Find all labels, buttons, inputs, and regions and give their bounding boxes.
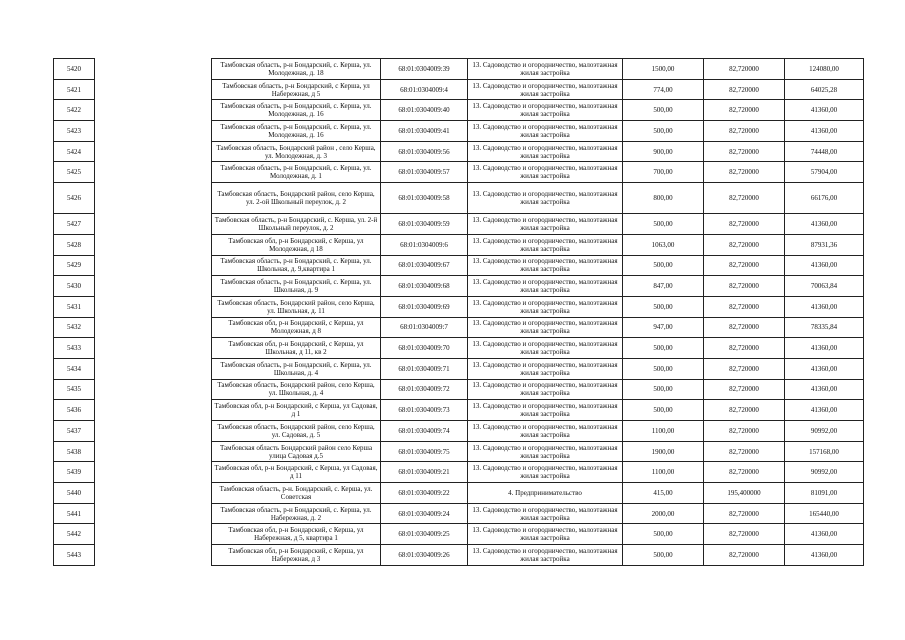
table-row (54, 524, 864, 545)
table-row (54, 59, 864, 80)
cadastral-value-cell: 41360,00 (785, 400, 864, 421)
area-cell: 1063,00 (623, 234, 704, 255)
rate-cell: 82,720000 (704, 441, 785, 462)
table-row (54, 183, 864, 214)
land-use-cell: 13. Садоводство и огородничество, малоэтажная жилая застройка (468, 358, 623, 379)
cadastral-value-cell: 66176,00 (785, 183, 864, 214)
address-cell: Тамбовская обл, р-н Бондарский, с Керша, ул Садовая, д 11 (212, 462, 381, 483)
cadastral-number-cell: 68:01:0304009:72 (381, 379, 468, 400)
table-row (54, 276, 864, 297)
area-cell: 700,00 (623, 162, 704, 183)
cadastral-value-cell: 124080,00 (785, 59, 864, 80)
cadastral-value-cell: 41360,00 (785, 545, 864, 566)
cadastral-value-cell: 41360,00 (785, 100, 864, 121)
rate-cell: 82,720000 (704, 214, 785, 235)
rate-cell: 82,720000 (704, 400, 785, 421)
table-row (54, 141, 864, 162)
area-cell: 500,00 (623, 255, 704, 276)
cadastral-number-cell: 68:01:0304009:67 (381, 255, 468, 276)
row-number-cell: 5435 (54, 379, 95, 400)
blank-cell (95, 503, 212, 524)
land-use-cell: 13. Садоводство и огородничество, малоэтажная жилая застройка (468, 462, 623, 483)
rate-cell: 195,400000 (704, 483, 785, 504)
blank-cell (95, 121, 212, 142)
rate-cell: 82,720000 (704, 296, 785, 317)
cadastral-value-cell: 87931,36 (785, 234, 864, 255)
rate-cell: 82,720000 (704, 317, 785, 338)
land-use-cell: 13. Садоводство и огородничество, малоэтажная жилая застройка (468, 121, 623, 142)
address-cell: Тамбовская область, р-н Бондарский, с. Керша, ул. Набережная, д. 2 (212, 503, 381, 524)
blank-cell (95, 524, 212, 545)
land-use-cell: 13. Садоводство и огородничество, малоэтажная жилая застройка (468, 503, 623, 524)
row-number-cell: 5428 (54, 234, 95, 255)
table-body (54, 59, 864, 566)
blank-cell (95, 421, 212, 442)
table-row (54, 379, 864, 400)
land-use-cell: 13. Садоводство и огородничество, малоэтажная жилая застройка (468, 524, 623, 545)
land-use-cell: 4. Предпринимательство (468, 483, 623, 504)
address-cell: Тамбовская область, Бондарский район, село Керша, ул. Садовая, д. 5 (212, 421, 381, 442)
rate-cell: 82,720000 (704, 503, 785, 524)
land-use-cell: 13. Садоводство и огородничество, малоэтажная жилая застройка (468, 276, 623, 297)
table-row (54, 214, 864, 235)
blank-cell (95, 545, 212, 566)
cadastral-value-cell: 90992,00 (785, 421, 864, 442)
land-use-cell: 13. Садоводство и огородничество, малоэтажная жилая застройка (468, 59, 623, 80)
rate-cell: 82,720000 (704, 338, 785, 359)
cadastral-value-cell: 64025,28 (785, 79, 864, 100)
row-number-cell: 5424 (54, 141, 95, 162)
area-cell: 500,00 (623, 545, 704, 566)
land-use-cell: 13. Садоводство и огородничество, малоэтажная жилая застройка (468, 183, 623, 214)
cadastral-number-cell: 68:01:0304009:6 (381, 234, 468, 255)
row-number-cell: 5422 (54, 100, 95, 121)
address-cell: Тамбовская область, Бондарский район, село Керша, ул. 2-ой Школьный переулок, д. 2 (212, 183, 381, 214)
area-cell: 1100,00 (623, 462, 704, 483)
address-cell: Тамбовская область, р-н Бондарский, с. Керша, ул. Молодежная, д. 16 (212, 121, 381, 142)
address-cell: Тамбовская область, р-н. Бондарский, с. Керша, ул. Советская (212, 483, 381, 504)
address-cell: Тамбовская область, р-н Бондарский, с Керша, ул Набережная, д 5 (212, 79, 381, 100)
cadastral-number-cell: 68:01:0304009:75 (381, 441, 468, 462)
rate-cell: 82,720000 (704, 545, 785, 566)
cadastral-value-cell: 41360,00 (785, 214, 864, 235)
cadastral-value-cell: 165440,00 (785, 503, 864, 524)
area-cell: 500,00 (623, 121, 704, 142)
address-cell: Тамбовская область Бондарский район село Керша улица Садовая д.5 (212, 441, 381, 462)
table-row (54, 441, 864, 462)
land-use-cell: 13. Садоводство и огородничество, малоэтажная жилая застройка (468, 379, 623, 400)
land-use-cell: 13. Садоводство и огородничество, малоэтажная жилая застройка (468, 400, 623, 421)
area-cell: 500,00 (623, 358, 704, 379)
address-cell: Тамбовская область, р-н Бондарский, с. Керша, ул. Молодежная, д. 1 (212, 162, 381, 183)
address-cell: Тамбовская обл, р-н Бондарский, с Керша, ул Набережная, д 5, квартира 1 (212, 524, 381, 545)
row-number-cell: 5434 (54, 358, 95, 379)
cadastral-number-cell: 68:01:0304009:25 (381, 524, 468, 545)
blank-cell (95, 276, 212, 297)
row-number-cell: 5438 (54, 441, 95, 462)
address-cell: Тамбовская область, р-н Бондарский, с. Керша, ул. Молодежная, д. 18 (212, 59, 381, 80)
land-use-cell: 13. Садоводство и огородничество, малоэтажная жилая застройка (468, 162, 623, 183)
blank-cell (95, 441, 212, 462)
blank-cell (95, 379, 212, 400)
cadastral-number-cell: 68:01:0304009:57 (381, 162, 468, 183)
row-number-cell: 5437 (54, 421, 95, 442)
land-use-cell: 13. Садоводство и огородничество, малоэтажная жилая застройка (468, 255, 623, 276)
address-cell: Тамбовская область, р-н Бондарский, с. Керша, ул. Школьная, д. 9 (212, 276, 381, 297)
table-row (54, 462, 864, 483)
cadastral-value-cell: 74448,00 (785, 141, 864, 162)
table-row (54, 358, 864, 379)
area-cell: 2000,00 (623, 503, 704, 524)
land-use-cell: 13. Садоводство и огородничество, малоэтажная жилая застройка (468, 545, 623, 566)
table-row (54, 421, 864, 442)
table-row (54, 79, 864, 100)
address-cell: Тамбовская область, Бондарский район, село Керша, ул. Школьная, д. 4 (212, 379, 381, 400)
land-use-cell: 13. Садоводство и огородничество, малоэтажная жилая застройка (468, 234, 623, 255)
row-number-cell: 5421 (54, 79, 95, 100)
table-row (54, 338, 864, 359)
row-number-cell: 5440 (54, 483, 95, 504)
cadastral-number-cell: 68:01:0304009:24 (381, 503, 468, 524)
row-number-cell: 5430 (54, 276, 95, 297)
rate-cell: 82,720000 (704, 276, 785, 297)
area-cell: 500,00 (623, 400, 704, 421)
cadastral-value-cell: 41360,00 (785, 121, 864, 142)
land-use-cell: 13. Садоводство и огородничество, малоэтажная жилая застройка (468, 441, 623, 462)
cadastral-number-cell: 68:01:0304009:39 (381, 59, 468, 80)
rate-cell: 82,720000 (704, 59, 785, 80)
rate-cell: 82,720000 (704, 141, 785, 162)
cadastral-value-cell: 90992,00 (785, 462, 864, 483)
table-row (54, 483, 864, 504)
cadastral-number-cell: 68:01:0304009:68 (381, 276, 468, 297)
table-row (54, 296, 864, 317)
row-number-cell: 5423 (54, 121, 95, 142)
cadastral-value-cell: 70063,84 (785, 276, 864, 297)
area-cell: 774,00 (623, 79, 704, 100)
blank-cell (95, 462, 212, 483)
address-cell: Тамбовская область, р-н Бондарский, с. Керша, ул. Молодежная, д. 16 (212, 100, 381, 121)
table-row (54, 234, 864, 255)
address-cell: Тамбовская область, Бондарский район, село Керша, ул. Школьная, д. 11 (212, 296, 381, 317)
address-cell: Тамбовская обл, р-н Бондарский, с Керша, ул Садовая, д 1 (212, 400, 381, 421)
row-number-cell: 5441 (54, 503, 95, 524)
blank-cell (95, 79, 212, 100)
rate-cell: 82,720000 (704, 183, 785, 214)
cadastral-number-cell: 68:01:0304009:70 (381, 338, 468, 359)
blank-cell (95, 358, 212, 379)
land-use-cell: 13. Садоводство и огородничество, малоэтажная жилая застройка (468, 338, 623, 359)
area-cell: 500,00 (623, 379, 704, 400)
row-number-cell: 5432 (54, 317, 95, 338)
cadastral-number-cell: 68:01:0304009:74 (381, 421, 468, 442)
rate-cell: 82,720000 (704, 462, 785, 483)
cadastral-value-cell: 41360,00 (785, 379, 864, 400)
cadastral-value-cell: 41360,00 (785, 338, 864, 359)
cadastral-value-cell: 78335,84 (785, 317, 864, 338)
table-row (54, 255, 864, 276)
cadastral-number-cell: 68:01:0304009:7 (381, 317, 468, 338)
blank-cell (95, 338, 212, 359)
rate-cell: 82,720000 (704, 121, 785, 142)
blank-cell (95, 162, 212, 183)
area-cell: 847,00 (623, 276, 704, 297)
area-cell: 900,00 (623, 141, 704, 162)
area-cell: 500,00 (623, 524, 704, 545)
land-use-cell: 13. Садоводство и огородничество, малоэтажная жилая застройка (468, 79, 623, 100)
rate-cell: 82,720000 (704, 379, 785, 400)
land-use-cell: 13. Садоводство и огородничество, малоэтажная жилая застройка (468, 214, 623, 235)
cadastral-value-cell: 41360,00 (785, 358, 864, 379)
blank-cell (95, 317, 212, 338)
blank-cell (95, 59, 212, 80)
cadastral-number-cell: 68:01:0304009:73 (381, 400, 468, 421)
table-row (54, 400, 864, 421)
row-number-cell: 5439 (54, 462, 95, 483)
cadastral-value-cell: 57904,00 (785, 162, 864, 183)
area-cell: 500,00 (623, 338, 704, 359)
blank-cell (95, 483, 212, 504)
cadastral-number-cell: 68:01:0304009:41 (381, 121, 468, 142)
rate-cell: 82,720000 (704, 421, 785, 442)
row-number-cell: 5443 (54, 545, 95, 566)
row-number-cell: 5442 (54, 524, 95, 545)
cadastral-number-cell: 68:01:0304009:59 (381, 214, 468, 235)
address-cell: Тамбовская область, р-н Бондарский, с. Керша, ул. Школьная, д. 4 (212, 358, 381, 379)
address-cell: Тамбовская обл, р-н Бондарский, с Керша, ул Школьная, д 11, кв 2 (212, 338, 381, 359)
row-number-cell: 5426 (54, 183, 95, 214)
row-number-cell: 5436 (54, 400, 95, 421)
cadastral-value-cell: 157168,00 (785, 441, 864, 462)
table-row (54, 162, 864, 183)
row-number-cell: 5433 (54, 338, 95, 359)
address-cell: Тамбовская обл, р-н Бондарский, с Керша, ул Молодежная, д 8 (212, 317, 381, 338)
row-number-cell: 5420 (54, 59, 95, 80)
cadastral-number-cell: 68:01:0304009:69 (381, 296, 468, 317)
table-row (54, 317, 864, 338)
area-cell: 947,00 (623, 317, 704, 338)
rate-cell: 82,720000 (704, 100, 785, 121)
rate-cell: 82,720000 (704, 358, 785, 379)
land-use-cell: 13. Садоводство и огородничество, малоэтажная жилая застройка (468, 141, 623, 162)
land-use-cell: 13. Садоводство и огородничество, малоэтажная жилая застройка (468, 421, 623, 442)
rate-cell: 82,720000 (704, 234, 785, 255)
row-number-cell: 5427 (54, 214, 95, 235)
table-row (54, 121, 864, 142)
address-cell: Тамбовская область, Бондарский район , село Керша, ул. Молодежная, д. 3 (212, 141, 381, 162)
address-cell: Тамбовская область, р-н Бондарский, с. Керша, ул. 2-й Школьный переулок, д. 2 (212, 214, 381, 235)
cadastral-number-cell: 68:01:0304009:58 (381, 183, 468, 214)
area-cell: 1500,00 (623, 59, 704, 80)
cadastral-number-cell: 68:01:0304009:4 (381, 79, 468, 100)
cadastral-value-table (53, 58, 864, 566)
row-number-cell: 5429 (54, 255, 95, 276)
cadastral-number-cell: 68:01:0304009:21 (381, 462, 468, 483)
cadastral-value-cell: 41360,00 (785, 524, 864, 545)
cadastral-value-cell: 81091,00 (785, 483, 864, 504)
land-use-cell: 13. Садоводство и огородничество, малоэтажная жилая застройка (468, 317, 623, 338)
rate-cell: 82,720000 (704, 79, 785, 100)
rate-cell: 82,720000 (704, 255, 785, 276)
rate-cell: 82,720000 (704, 162, 785, 183)
land-use-cell: 13. Садоводство и огородничество, малоэтажная жилая застройка (468, 296, 623, 317)
blank-cell (95, 234, 212, 255)
cadastral-value-cell: 41360,00 (785, 255, 864, 276)
rate-cell: 82,720000 (704, 524, 785, 545)
row-number-cell: 5425 (54, 162, 95, 183)
cadastral-number-cell: 68:01:0304009:56 (381, 141, 468, 162)
blank-cell (95, 141, 212, 162)
area-cell: 800,00 (623, 183, 704, 214)
blank-cell (95, 400, 212, 421)
blank-cell (95, 100, 212, 121)
table-row (54, 100, 864, 121)
area-cell: 415,00 (623, 483, 704, 504)
blank-cell (95, 214, 212, 235)
table-row (54, 503, 864, 524)
address-cell: Тамбовская область, р-н Бондарский, с. Керша, ул. Школьная, д. 9,квартира 1 (212, 255, 381, 276)
area-cell: 500,00 (623, 214, 704, 235)
cadastral-number-cell: 68:01:0304009:71 (381, 358, 468, 379)
address-cell: Тамбовская обл, р-н Бондарский, с Керша, ул Молодежная, д 18 (212, 234, 381, 255)
table-row (54, 545, 864, 566)
blank-cell (95, 183, 212, 214)
address-cell: Тамбовская обл, р-н Бондарский, с Керша, ул Набережная, д 3 (212, 545, 381, 566)
area-cell: 500,00 (623, 100, 704, 121)
cadastral-number-cell: 68:01:0304009:26 (381, 545, 468, 566)
area-cell: 500,00 (623, 296, 704, 317)
blank-cell (95, 255, 212, 276)
area-cell: 1100,00 (623, 421, 704, 442)
row-number-cell: 5431 (54, 296, 95, 317)
cadastral-number-cell: 68:01:0304009:22 (381, 483, 468, 504)
blank-cell (95, 296, 212, 317)
area-cell: 1900,00 (623, 441, 704, 462)
cadastral-number-cell: 68:01:0304009:40 (381, 100, 468, 121)
cadastral-value-cell: 41360,00 (785, 296, 864, 317)
land-use-cell: 13. Садоводство и огородничество, малоэтажная жилая застройка (468, 100, 623, 121)
